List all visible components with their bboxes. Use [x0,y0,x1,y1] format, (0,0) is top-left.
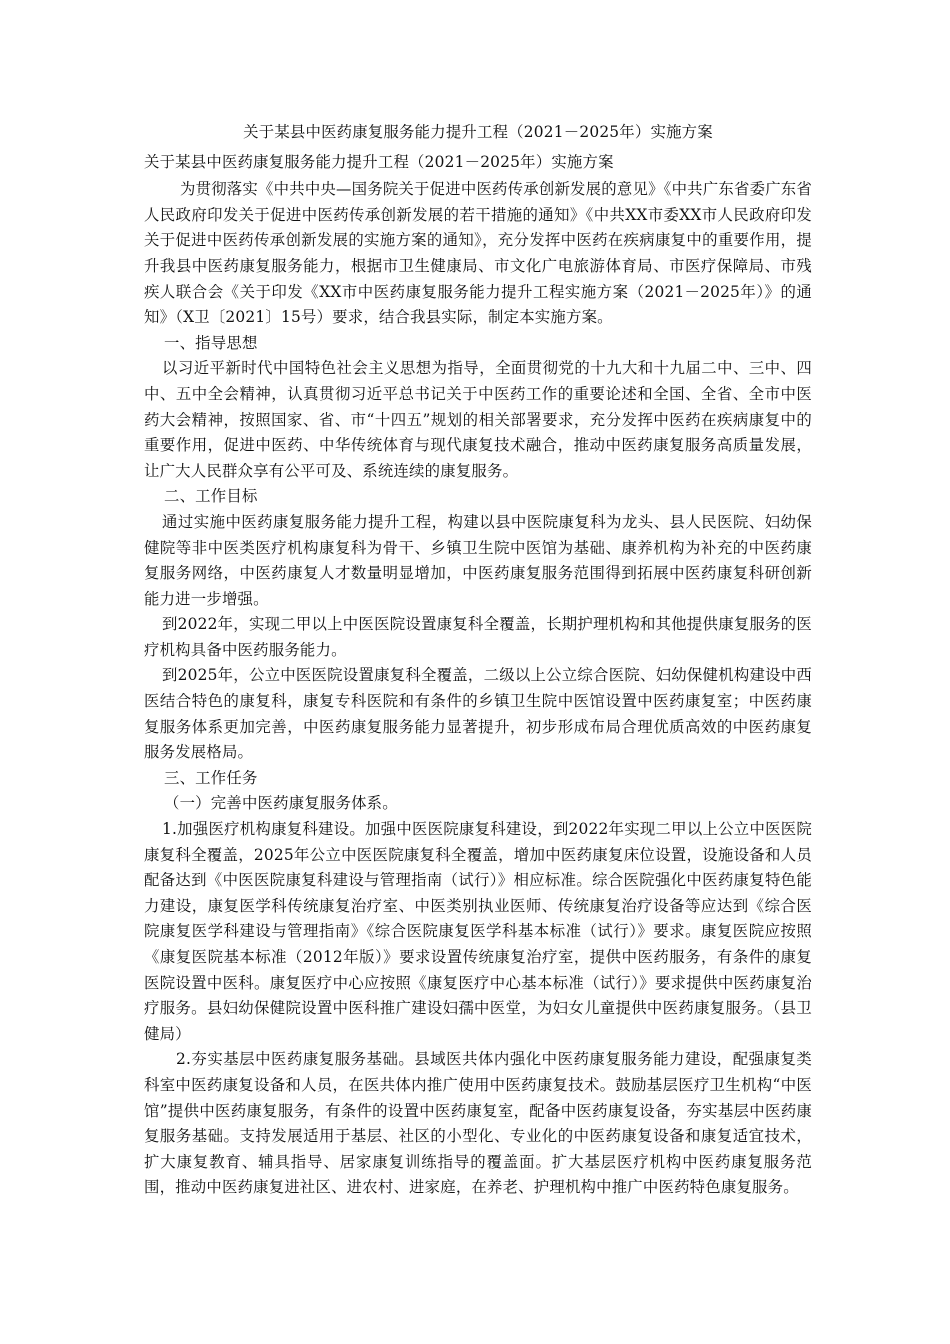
paragraph-goal-2022: 到2022年，实现二甲以上中医医院设置康复科全覆盖，长期护理机构和其他提供康复服务的医疗机构具备中医药服务能力。 [144,615,812,659]
paragraph-work-goals: 通过实施中医药康复服务能力提升工程，构建以县中医院康复科为龙头、县人民医院、妇幼保健院等非中医类医疗机构康复科为骨干、乡镇卫生院中医馆为基础、康养机构为补充的中医药康复服务网络，中医药康复人才数量明显增加，中医药康复服务范围得到拓展中医药康复科研创新能力进一步增强。 [144,512,812,608]
paragraph-goal-2025: 到2025年，公立中医医院设置康复科全覆盖，二级以上公立综合医院、妇幼保健机构建设中西医结合特色的康复科，康复专科医院和有条件的乡镇卫生院中医馆设置中医药康复室；中医药康复服务体系更加完善，中医药康复服务能力显著提升，初步形成布局合理优质高效的中医药康复服务发展格局。 [144,666,812,762]
section-heading-work-goals: 二、工作目标 [164,487,258,506]
paragraph-task-1: 1.加强医疗机构康复科建设。加强中医医院康复科建设，到2022年实现二甲以上公立中医医院康复科全覆盖，2025年公立中医医院康复科全覆盖，增加中医药康复床位设置，设施设备和人员配备达到《中医医院康复科建设与管理指南（试行）》相应标准。综合医院强化中医药康复特色能力建设，康复医学科传统康复治疗室、中医类别执业医师、传统康复治疗设备等应达到《综合医院康复医学科建设与管理指南》《综合医院康复医学科基本标准（试行）》要求。康复医院应按照《康复医院基本标准（2012年版）》要求设置传统康复治疗室，提供中医药服务，有条件的康复医院设置中医科。康复医疗中心应按照《康复医疗中心基本标准（试行）》要求提供中医药康复治疗服务。县妇幼保健院设置中医科推广建设妇孺中医堂，为妇女儿童提供中医药康复服务。（县卫健局） [144,820,812,1043]
section-heading-guiding-ideology: 一、指导思想 [164,333,258,352]
document-subtitle: 关于某县中医药康复服务能力提升工程（2021－2025年）实施方案 [144,152,614,171]
paragraph-task-2: 2.夯实基层中医药康复服务基础。县域医共体内强化中医药康复服务能力建设，配强康复类科室中医药康复设备和人员，在医共体内推广使用中医药康复技术。鼓励基层医疗卫生机构“中医馆”提供中医药康复服务，有条件的设置中医药康复室，配备中医药康复设备，夯实基层中医药康复服务基础。支持发展适用于基层、社区的小型化、专业化的中医药康复设备和康复适宜技术，扩大康复教育、辅具指导、居家康复训练指导的覆盖面。扩大基层医疗机构中医药康复服务范围，推动中医药康复进社区、进农村、进家庭，在养老、护理机构中推广中医药特色康复服务。 [144,1050,812,1197]
document-body [144,120,812,1201]
document-title: 关于某县中医药康复服务能力提升工程（2021－2025年）实施方案 [243,123,713,141]
subsection-heading-service-system: （一）完善中医药康复服务体系。 [164,794,398,813]
paragraph-guiding-ideology: 以习近平新时代中国特色社会主义思想为指导，全面贯彻党的十九大和十九届二中、三中、四中、五中全会精神，认真贯彻习近平总书记关于中医药工作的重要论述和全国、全省、全市中医药大会精神，按照国家、省、市“十四五”规划的相关部署要求，充分发挥中医药在疾病康复中的重要作用，促进中医药、中华传统体育与现代康复技术融合，推动中医药康复服务高质量发展，让广大人民群众享有公平可及、系统连续的康复服务。 [144,359,812,480]
section-heading-work-tasks: 三、工作任务 [164,768,258,787]
intro-paragraph: 为贯彻落实《中共中央—国务院关于促进中医药传承创新发展的意见》《中共广东省委广东省人民政府印发关于促进中医药传承创新发展的若干措施的通知》《中共XX市委XX市人民政府印发关于促进中医药传承创新发展的实施方案的通知》，充分发挥中医药在疾病康复中的重要作用，提升我县中医药康复服务能力，根据市卫生健康局、市文化广电旅游体育局、市医疗保障局、市残疾人联合会《关于印发《XX市中医药康复服务能力提升工程实施方案（2021－2025年）》的通知》（X卫〔2021〕15号）要求，结合我县实际，制定本实施方案。 [144,180,812,327]
